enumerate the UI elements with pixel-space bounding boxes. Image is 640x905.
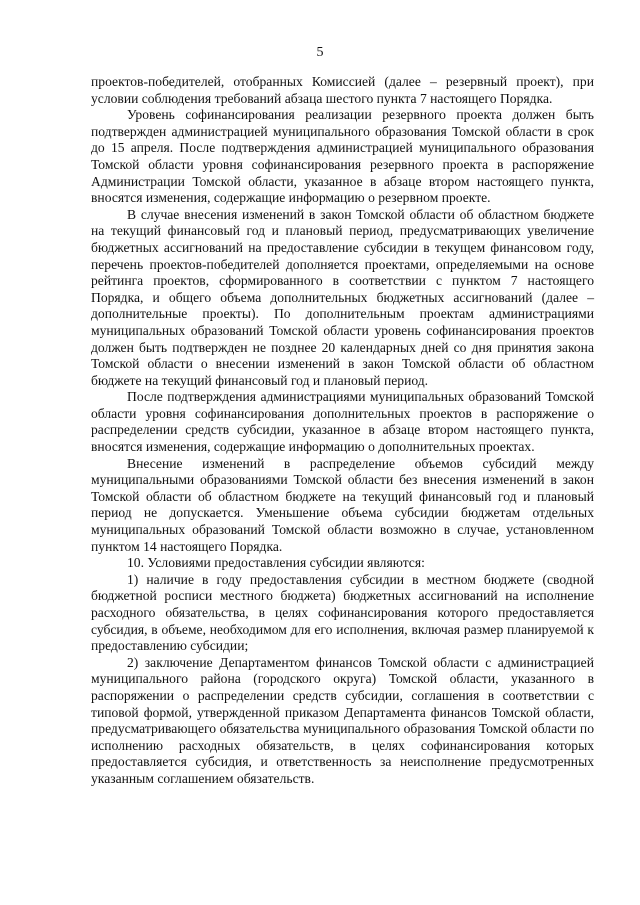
paragraph-condition-1: 1) наличие в году предоставления субсидии в местном бюджете (сводной бюджетной росписи местного бюджета) бюджетных ассигнований на исполнение расходного обязательства, в целях софинансирования которого предоставляется субсидия, в объеме, необходимом для его исполнения, включая размер планируемой к предоставлению субсидии; bbox=[91, 571, 594, 654]
paragraph-continuation: проектов-победителей, отобранных Комиссией (далее – резервный проект), при условии соблюдения требований абзаца шестого пункта 7 настоящего Порядка. bbox=[91, 74, 594, 106]
document-body bbox=[91, 74, 594, 788]
paragraph-budget-changes: В случае внесения изменений в закон Томской области об областном бюджете на текущий финансовый год и плановый период, предусматривающих увеличение бюджетных ассигнований на предоставление субсидии в текущем финансовом году, перечень проектов-победителей дополняется проектами, определяемыми на основе рейтинга проектов, сформированного в соответствии с пунктом 7 настоящего Порядка, и общего объема дополнительных бюджетных ассигнований (далее – дополнительные проекты). По дополнительным проектам администрациями муниципальных образований Томской области уровень софинансирования проектов должен быть подтвержден не позднее 20 календарных дней со дня принятия закона Томской области о внесении изменений в закон Томской области об областном бюджете на текущий финансовый год и плановый период. bbox=[91, 206, 594, 388]
paragraph-distribution-changes: Внесение изменений в распределение объемов субсидий между муниципальными образованиями Томской области без внесения изменений в закон Томской области об областном бюджете на текущий финансовый год и плановый период не допускается. Уменьшение объема субсидии бюджетам отдельных муниципальных образований Томской области возможно в случае, установленном пунктом 14 настоящего Порядка. bbox=[91, 455, 594, 554]
page-number: 5 bbox=[316, 45, 324, 60]
paragraph-reserve-cofinancing: Уровень софинансирования реализации резервного проекта должен быть подтвержден администрацией муниципального образования Томской области в срок до 15 апреля. После подтверждения администрацией муниципального образования Томской области уровня софинансирования резервного проекта в распоряжение Администрации Томской области, указанное в абзаце втором настоящего пункта, вносятся изменения, содержащие информацию о резервном проекте. bbox=[91, 107, 594, 206]
paragraph-condition-2: 2) заключение Департаментом финансов Томской области с администрацией муниципального района (городского округа) Томской области, указанного в распоряжении о распределении средств субсидии, соглашения в соответствии с типовой формой, утвержденной приказом Департамента финансов Томской области, предусматривающего обязательства муниципального образования Томской области по исполнению расходных обязательств, в целях софинансирования которых предоставляется субсидия, и ответственность за неисполнение предусмотренных указанным соглашением обязательств. bbox=[91, 654, 594, 786]
paragraph-conditions-heading: 10. Условиями предоставления субсидии являются: bbox=[127, 555, 425, 571]
paragraph-additional-projects: После подтверждения администрациями муниципальных образований Томской области уровня софинансирования дополнительных проектов в распоряжение о распределении средств субсидии, указанное в абзаце втором настоящего пункта, вносятся изменения, содержащие информацию о дополнительных проектах. bbox=[91, 389, 594, 455]
